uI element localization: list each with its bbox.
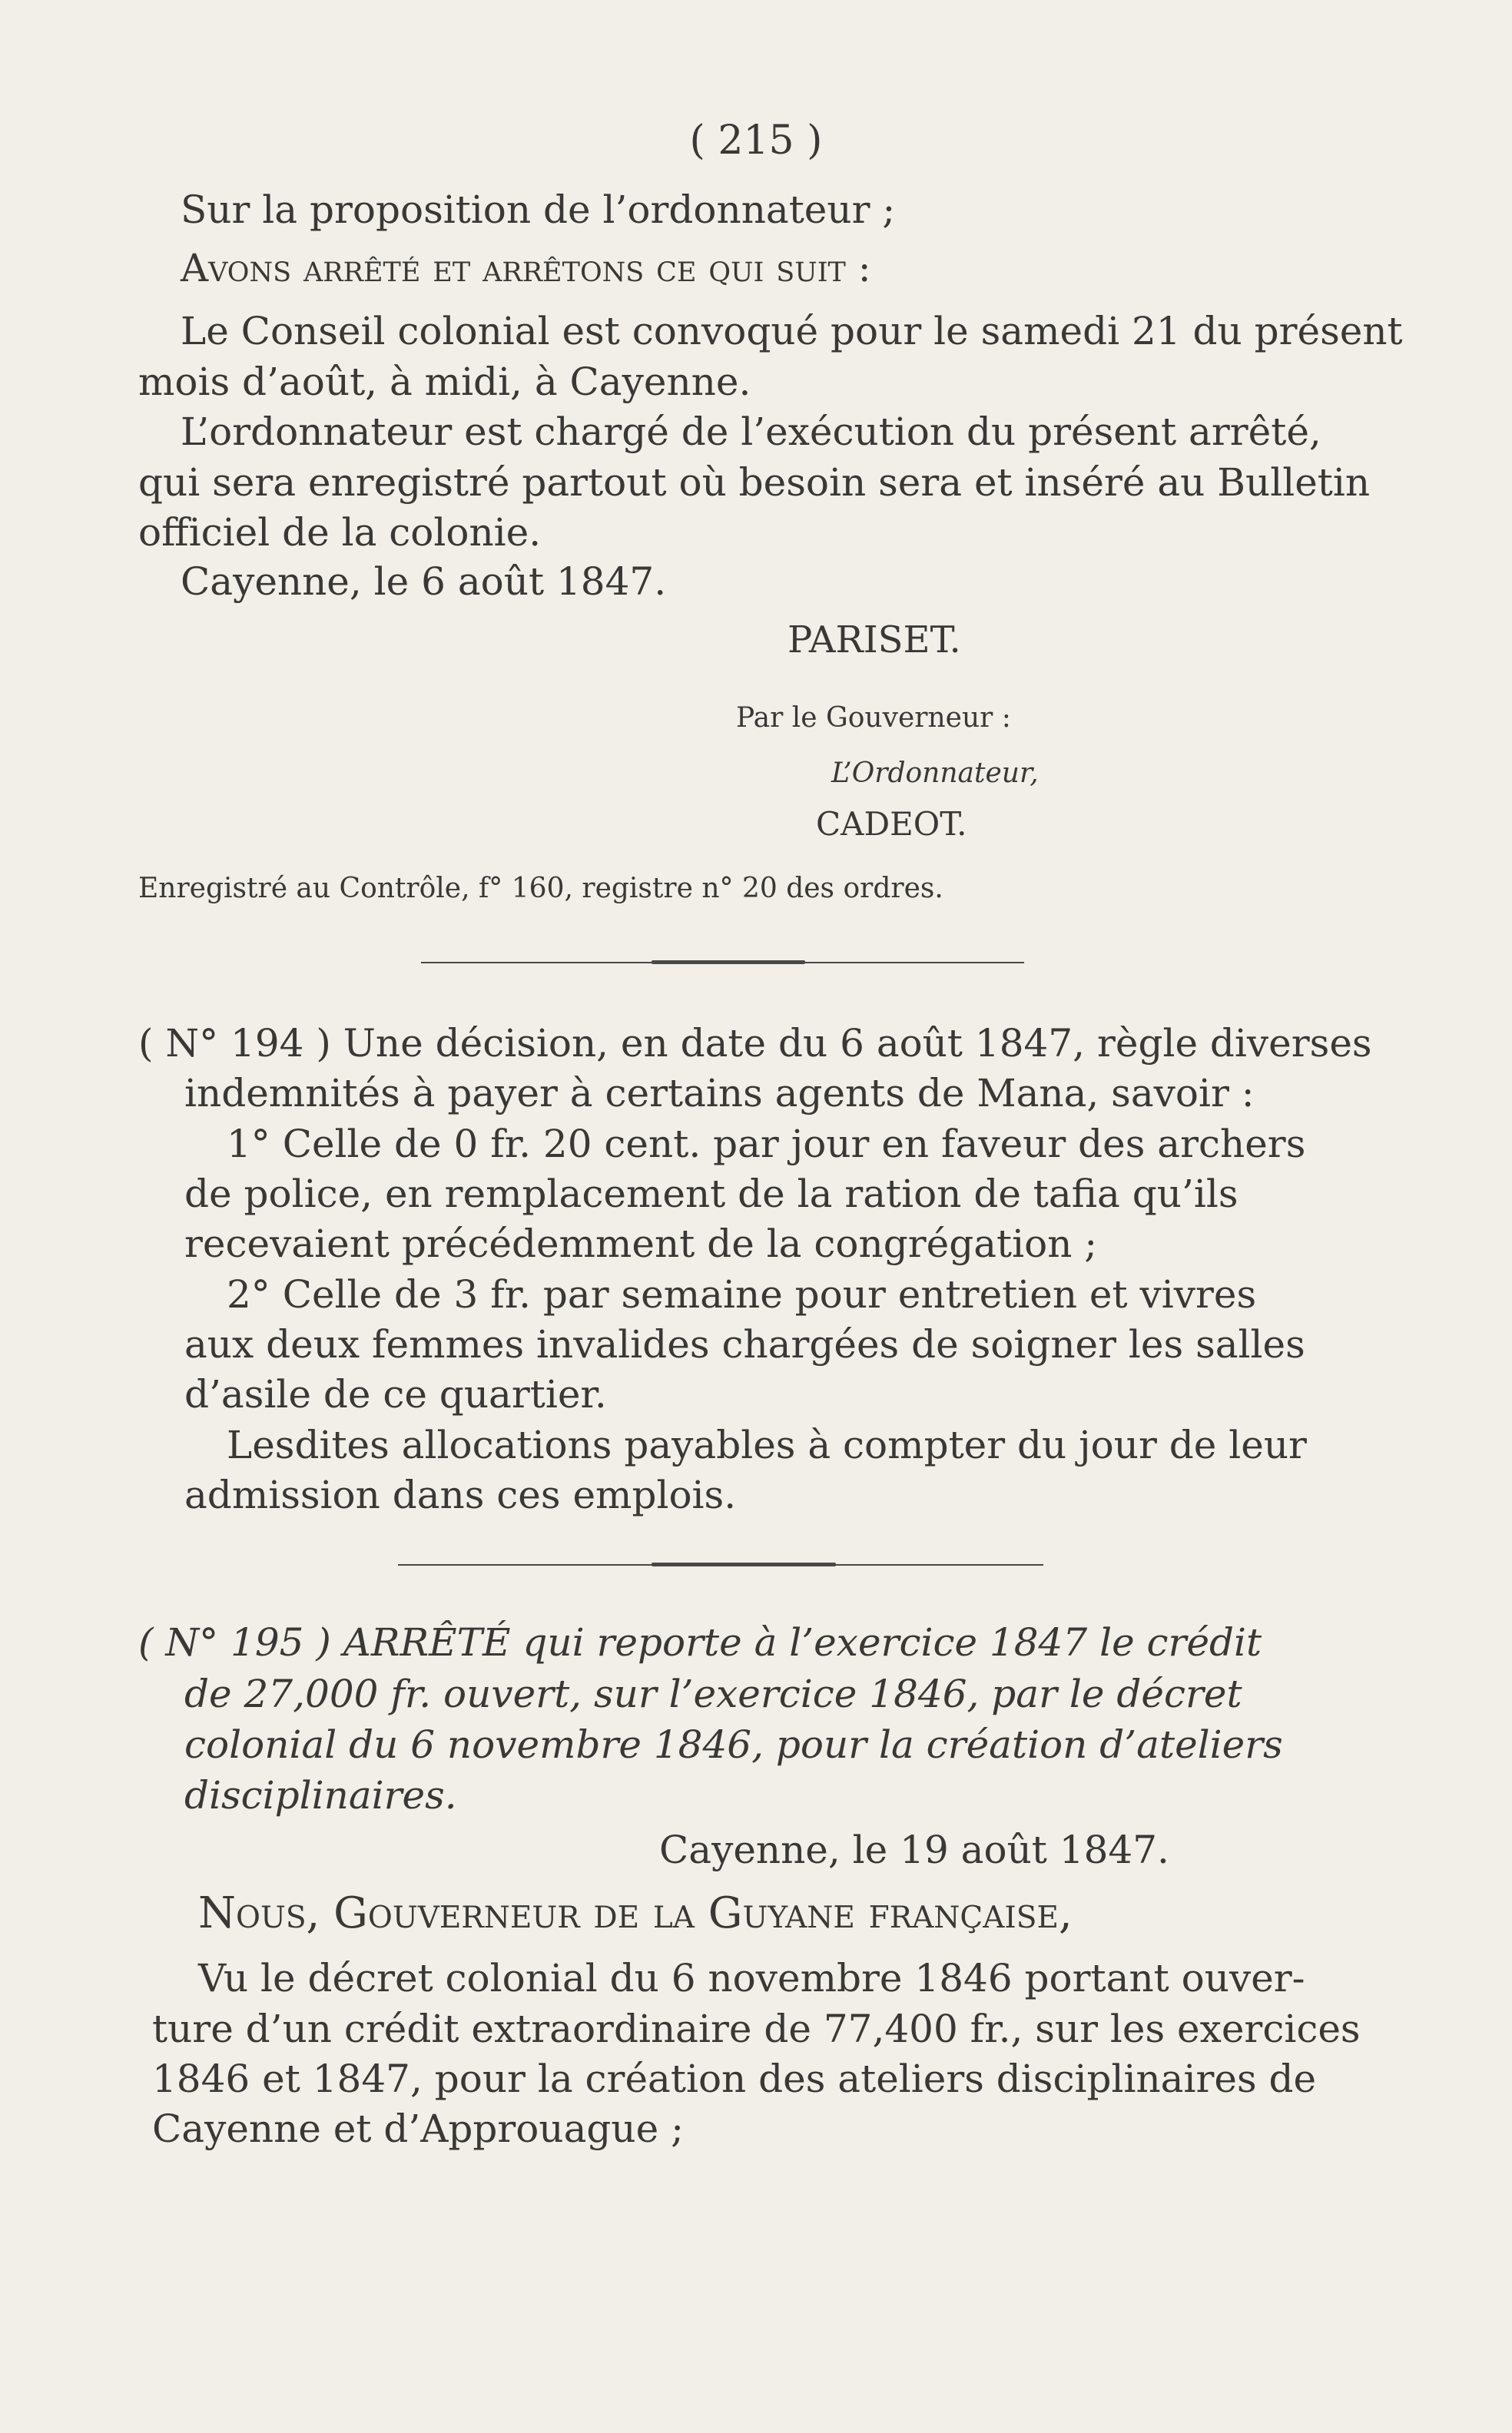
- text-line: admission dans ces emplois.: [184, 1473, 737, 1517]
- text-line: Cayenne et d’Approuague ;: [152, 2107, 684, 2151]
- decree-title-line: colonial du 6 novembre 1846, pour la création d’ateliers: [184, 1722, 1283, 1767]
- text-line: L’ordonnateur est chargé de l’exécution du présent arrêté,: [181, 409, 1321, 454]
- decree-preamble: Nous, Gouverneur de la Guyane française,: [198, 1888, 1073, 1938]
- divider-ornament: [652, 960, 805, 964]
- text-line: 1° Celle de 0 fr. 20 cent. par jour en faveur des archers: [227, 1122, 1306, 1166]
- date-line: Cayenne, le 19 août 1847.: [659, 1828, 1169, 1872]
- text-line: officiel de la colonie.: [138, 510, 542, 555]
- par-le-gouverneur: Par le Gouverneur :: [736, 702, 1011, 734]
- text-line: Avons arrêté et arrêtons ce qui suit :: [181, 246, 871, 290]
- text-line: recevaient précédemment de la congrégation ;: [184, 1221, 1098, 1266]
- text-line: Sur la proposition de l’ordonnateur ;: [181, 187, 896, 232]
- text-line: Le Conseil colonial est convoqué pour le samedi 21 du présent: [181, 309, 1403, 353]
- text-line: mois d’août, à midi, à Cayenne.: [138, 360, 751, 404]
- page-number: ( 215 ): [689, 118, 823, 164]
- text-line: 2° Celle de 3 fr. par semaine pour entretien et vivres: [227, 1272, 1257, 1317]
- ordonnateur-title: L’Ordonnateur,: [831, 757, 1039, 789]
- text-line: d’asile de ce quartier.: [184, 1372, 607, 1417]
- decree-title-line: ( N° 195 ) ARRÊTÉ qui reporte à l’exercice 1847 le crédit: [138, 1620, 1262, 1665]
- text-line: aux deux femmes invalides chargées de soigner les salles: [184, 1322, 1305, 1367]
- text-line: indemnités à payer à certains agents de Mana, savoir :: [184, 1071, 1255, 1115]
- decree-title-line: disciplinaires.: [184, 1773, 457, 1818]
- signature: PARISET.: [788, 618, 961, 661]
- text-line: ture d’un crédit extraordinaire de 77,400 fr., sur les exercices: [152, 2007, 1361, 2051]
- text-line: Lesdites allocations payables à compter du jour de leur: [227, 1423, 1307, 1467]
- divider-ornament: [652, 1563, 836, 1566]
- registration-note: Enregistré au Contrôle, f° 160, registre n° 20 des ordres.: [138, 873, 943, 904]
- text-line: qui sera enregistré partout où besoin sera et inséré au Bulletin: [138, 460, 1371, 505]
- signature: CADEOT.: [816, 805, 967, 843]
- text-line: 1846 et 1847, pour la création des ateliers disciplinaires de: [152, 2057, 1317, 2101]
- text-line: ( N° 194 ) Une décision, en date du 6 août 1847, règle diverses: [138, 1021, 1372, 1066]
- decree-title-line: de 27,000 fr. ouvert, sur l’exercice 1846, par le décret: [184, 1672, 1242, 1716]
- text-line: Vu le décret colonial du 6 novembre 1846 portant ouver-: [198, 1956, 1305, 2000]
- date-line: Cayenne, le 6 août 1847.: [181, 559, 667, 604]
- text-line: de police, en remplacement de la ration de tafia qu’ils: [184, 1172, 1238, 1216]
